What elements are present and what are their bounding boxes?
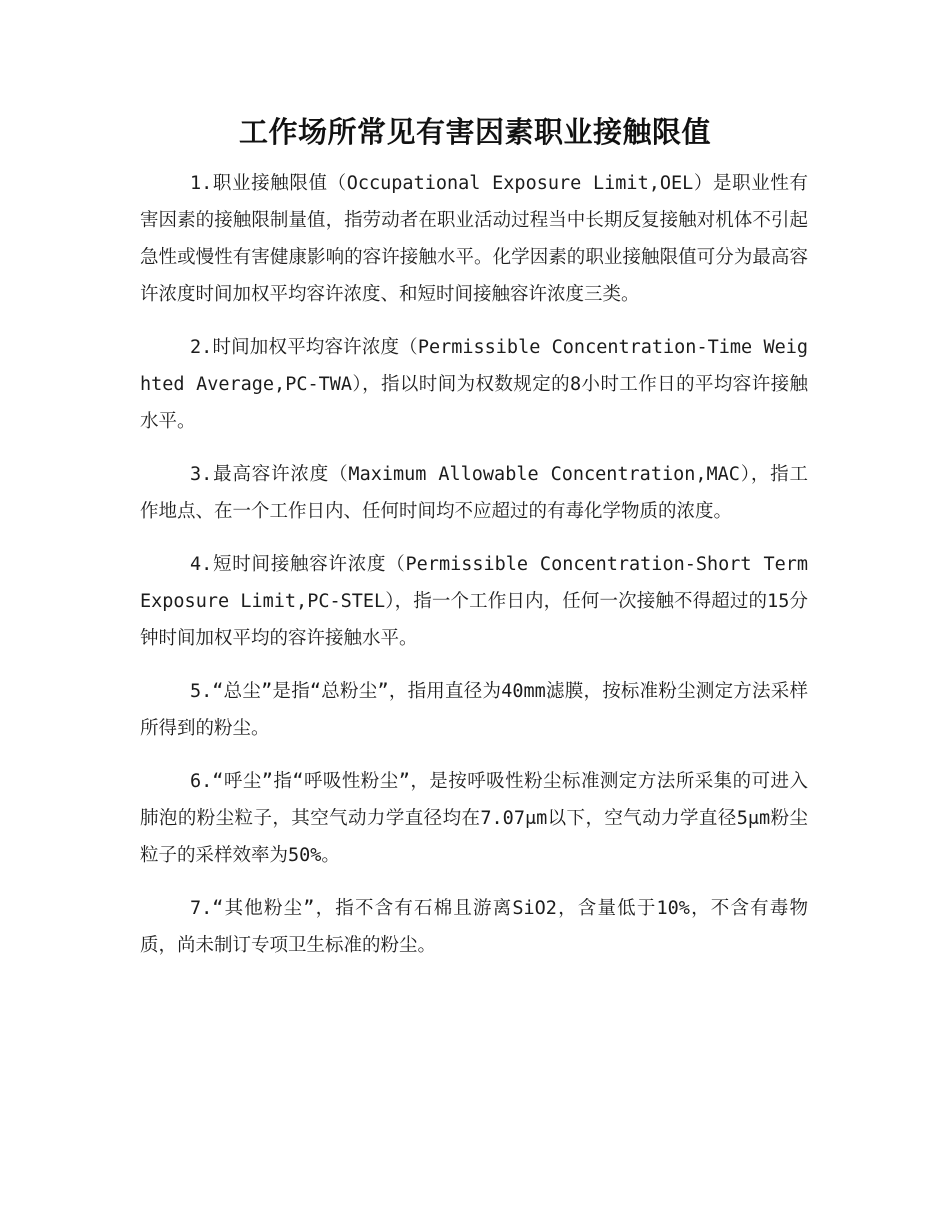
paragraph-other-dust: 7.“其他粉尘”，指不含有石棉且游离SiO2，含量低于10%，不含有毒物质，尚未制订专项卫生标准的粉尘。	[140, 898, 808, 956]
paragraph-mac: 3.最高容许浓度（Maximum Allowable Concentration,MAC），指工作地点、在一个工作日内、任何时间均不应超过的有毒化学物质的浓度。	[140, 464, 808, 522]
paragraph-pc-stel: 4.短时间接触容许浓度（Permissible Concentration-Short Term Exposure Limit,PC-STEL），指一个工作日内，任何一次接触不得超过的15分钟时间加权平均的容许接触水平。	[140, 554, 808, 649]
paragraph-total-dust: 5.“总尘”是指“总粉尘”，指用直径为40mm滤膜，按标准粉尘测定方法采样所得到的粉尘。	[140, 681, 808, 739]
document-body	[140, 165, 808, 980]
paragraph-oel-definition: 1.职业接触限值（Occupational Exposure Limit,OEL）是职业性有害因素的接触限制量值，指劳动者在职业活动过程当中长期反复接触对机体不引起急性或慢性有害健康影响的容许接触水平。化学因素的职业接触限值可分为最高容许浓度时间加权平均容许浓度、和短时间接触容许浓度三类。	[140, 173, 808, 305]
paragraph-respirable-dust: 6.“呼尘”指“呼吸性粉尘”，是按呼吸性粉尘标准测定方法所采集的可进入肺泡的粉尘粒子，其空气动力学直径均在7.07μm以下，空气动力学直径5μm粉尘粒子的采样效率为50%。	[140, 771, 808, 866]
document-title: 工作场所常见有害因素职业接触限值	[238, 115, 711, 149]
paragraph-pc-twa: 2.时间加权平均容许浓度（Permissible Concentration-Time Weighted Average,PC-TWA），指以时间为权数规定的8小时工作日的平均容许接触水平。	[140, 337, 808, 432]
